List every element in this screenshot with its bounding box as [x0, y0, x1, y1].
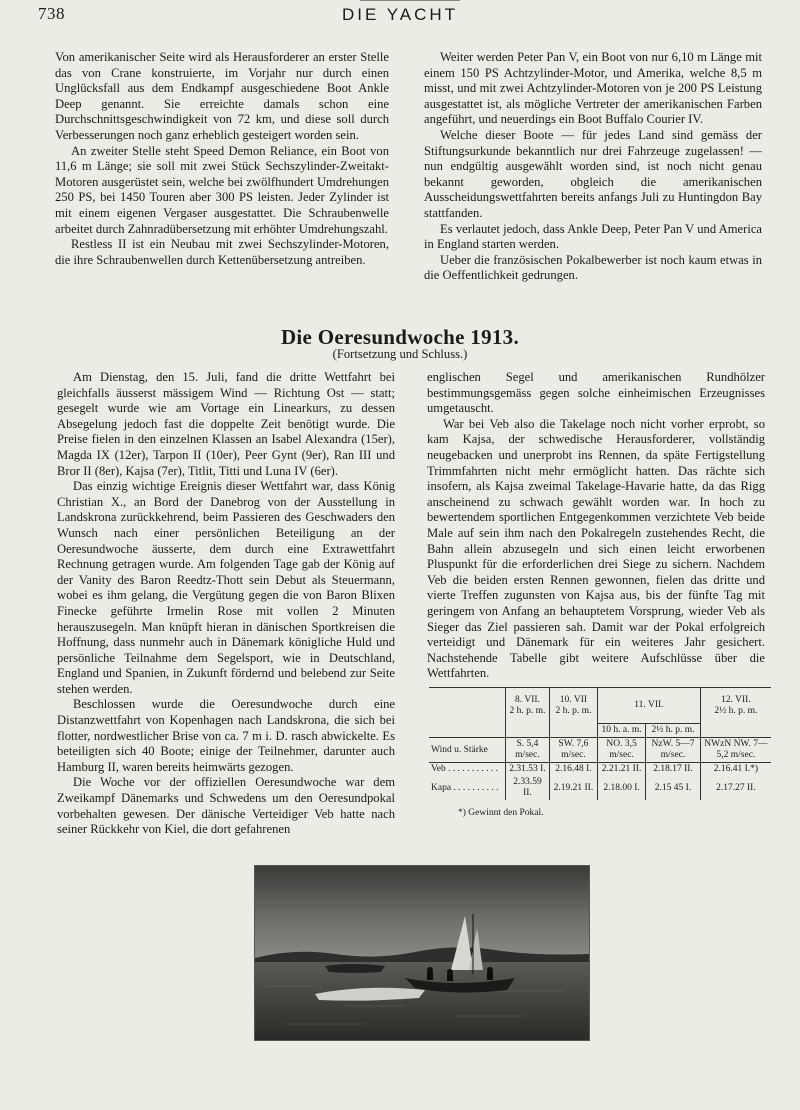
results-table [429, 687, 771, 800]
wind-cell: NO. 3,5 m/sec. [597, 738, 645, 763]
photo-illustration [255, 866, 589, 1040]
table-header-time: 2½ h. p. m. [646, 724, 701, 738]
article-title: Die Oeresundwoche 1913. [280, 325, 520, 349]
table-row [429, 776, 771, 800]
paragraph: Restless II ist ein Neubau mit zwei Sechszylinder-Motoren, die ihre Schraubenwellen durch Kettenübersetzung antreiben. [55, 237, 389, 267]
wind-cell: S. 5,4 m/sec. [506, 738, 550, 763]
result-cell: 2.17.27 II. [700, 776, 771, 800]
result-cell: 2.16.41 I.*) [700, 763, 771, 777]
table-header-date: 12. VII. [721, 694, 751, 705]
table-header-time: 10 h. a. m. [597, 724, 645, 738]
column-top-right [424, 50, 762, 284]
paragraph: Das einzig wichtige Ereignis dieser Wettfahrt war, dass König Christian X., an Bord der Danebrog von der Ausstellung in Landskrona zurückkehrend, beim Passieren des Geschwaders den Wunsch nach einer persönlichen Beteiligung an der Oeresundwoche äusserte, dem durch eine Extrawettfahrt Rechnung getragen wurde. Am folgenden Tage gab der König auf der Vanity des Baron Reedtz-Thott sein Debut als Steuermann, wobei es ihm gelang, die Vergütung gegen die von Baron Blixen Finecke geführte Irmelin Rose mit vollen 2 Minuten herauszusegeln. Man knüpft hieran in dänischen Sportkreisen die Hoffnung, dass nunmehr auch in Dänemark königliche Huld und persönliche Teilnahme dem Segelsport, wie in Deutschland, England und Spanien, in Zukunft fördernd und belebend zur Seite stehen werden. [57, 479, 395, 696]
paragraph: englischen Segel und amerikanischen Rundhölzer bestimmungsgemäss gegen solche einheimischen Erzeugnisses umgetauscht. [427, 370, 765, 416]
wind-cell: NzW. 5—7 m/sec. [646, 738, 701, 763]
result-cell: 2.15 45 I. [646, 776, 701, 800]
water [255, 962, 589, 1040]
table-header-date: 8. VII. [515, 694, 540, 705]
table-header-time: 2 h. p. m. [509, 705, 546, 716]
table-corner [429, 688, 506, 724]
sailing-photo [254, 865, 590, 1041]
paragraph: Beschlossen wurde die Oeresundwoche durch eine Distanzwettfahrt von Kopenhagen nach Landskrona, die sich bei flotter, nordwestlicher Brise von ca. 7 m i. D. rasch abwickelte. Es beteiligten sich 40 Boote; einige der Teilnehmer, darunter auch Hamburg II, waren bereits heimwärts gezogen. [57, 697, 395, 774]
paragraph: Ueber die französischen Pokalbewerber ist noch kaum etwas in die Oeffentlichkeit gedrungen. [424, 252, 762, 283]
result-cell: 2.21.21 II. [597, 763, 645, 777]
table-footnote: *) Gewinnt den Pokal. [458, 808, 544, 818]
result-cell: 2.33.59 II. [506, 776, 550, 800]
boat-name: Veb . . . . . . . . . . . [431, 764, 499, 774]
paragraph: Weiter werden Peter Pan V, ein Boot von nur 6,10 m Länge mit einem 150 PS Achtzylinder-Motor, und Amerika, welche 8,5 m misst, und mit zwei Achtzylinder-Motoren von je 200 PS Leistung ausgestattet ist, als mögliche Vertreter der amerikanischen Farben angeführt, und neuerdings ein Boot Buffalo Courier IV. [424, 50, 762, 127]
paragraph: War bei Veb also die Takelage noch nicht vorher erprobt, so kam Kajsa, der schwedische Herausforderer, vollständig neugebacken und unerprobt ins Rennen, da späte Fertigstellung Trimmfahrten nicht mehr ermöglicht hatten. Das rächte sich insofern, als Kajsa zweimal Takelage-Havarie hatte, da das Rigg anscheinend zu schwach gewählt worden war. In hoch zu bewertendem sportlichen Entgegenkommen verzichtete Veb beide Male auf sein ihm nach den Pokalregeln zustehendes Recht, die Bahn allein abzusegeln und sich einen leicht erworbenen Pluspunkt für die erforderlichen drei Siege zu sichern. Nachdem Veb die beiden ersten Rennen gewonnen, fielen das dritte und vierte Treffen zugunsten von Kajsa aus, bis der fünfte Tag mit geringem von Anfang an behauptetem Vorsprung, wieder Veb als Sieger das Ziel passieren sah. Damit war der Pokal erfolgreich verteidigt und Dänemark für ein weiteres Jahr gesichert. Nachstehende Tabelle gibt weitere Aufschlüsse über die Wettfahrten. [427, 416, 765, 681]
paragraph: Am Dienstag, den 15. Juli, fand die dritte Wettfahrt bei gleichfalls äusserst mässigem Wind — Richtung Ost — statt; gesegelt wurde wie am Vortage ein Linearkurs, zu dessen Absegelung jedoch fast die doppelte Zeit benötigt wurde. Die Preise fielen in den einzelnen Klassen an Isabel Alexandra (15er), Magda IX (12er), Tarpon II (10er), Peer Gynt (9er), Ran III und Bror II (8er), Kajsa (7er), Titlit, Titti und Luna IV (6er). [57, 370, 395, 478]
table-header-date: 11. VII. [634, 700, 664, 710]
result-cell: 2.31.53 I. [506, 763, 550, 777]
table-header [549, 688, 597, 724]
wind-cell: SW. 7,6 m/sec. [549, 738, 597, 763]
paragraph: Von amerikanischer Seite wird als Herausforderer an erster Stelle das von Crane konstruierte, im Vorjahr nur durch einen Unglücksfall aus dem Endkampf ausgeschiedene Boot Ankle Deep genannt. Sie erreichte damals schon eine Durchschnittsgeschwindigkeit von 72 km, und diese soll durch Verbesserungen noch ganz erheblich gesteigert worden sein. [55, 50, 389, 142]
table-row [429, 763, 771, 777]
table-spacer [506, 724, 550, 738]
top-rule [360, 0, 460, 1]
page-number: 738 [38, 4, 65, 23]
paragraph: Es verlautet jedoch, dass Ankle Deep, Peter Pan V und America in England starten werden. [424, 221, 762, 252]
result-cell: 2.18.17 II. [646, 763, 701, 777]
table-header-date: 10. VII [559, 694, 588, 705]
result-cell: 2.19.21 II. [549, 776, 597, 800]
table-header-time: 2½ h. p. m. [714, 705, 758, 716]
table-spacer [700, 724, 771, 738]
article-subtitle: (Fortsetzung und Schluss.) [332, 347, 468, 361]
boat [325, 964, 385, 973]
table-header [506, 688, 550, 724]
wind-cell: NWzN NW. 7—5,2 m/sec. [700, 738, 771, 763]
table-header-time: 2 h. p. m. [555, 705, 592, 716]
paragraph: Die Woche vor der offiziellen Oeresundwoche war dem Zweikampf Dänemarks und Schwedens um den Oeresundpokal vorbehalten gewesen. Der dänische Verteidiger Veb hatte nach seiner Rückkehr von Kiel, die dort gefahrenen [57, 775, 395, 837]
wind-label: Wind u. Stärke [429, 738, 506, 763]
paragraph: Welche dieser Boote — für jedes Land sind gemäss der Stiftungsurkunde bekanntlich nur drei Fahrzeuge zugelassen! — nun endgültig ausgewählt worden sind, ist noch nicht genau bekannt geworden, obgleich die amerikanischen Ausscheidungswettfahrten bereits anfangs Juli zu Huntingdon Bay stattfanden. [424, 127, 762, 220]
sky [255, 866, 589, 962]
table-spacer [429, 724, 506, 738]
table-header [700, 688, 771, 724]
result-cell: 2.16.48 I. [549, 763, 597, 777]
table-header [597, 688, 700, 724]
result-cell: 2.18.00 I. [597, 776, 645, 800]
boat-name: Kapa . . . . . . . . . . [431, 782, 499, 793]
running-head: DIE YACHT [341, 5, 459, 24]
column-bottom-right [427, 370, 765, 682]
table-spacer [549, 724, 597, 738]
paragraph: An zweiter Stelle steht Speed Demon Reliance, ein Boot von 11,6 m Länge; sie soll mit zwei Stück Sechszylinder-Zweitakt-Motoren ausgerüstet sein, welche bei zwölfhundert Umdrehungen 250 PS, bei 1450 Touren aber 300 PS leisten. Jeder Zylinder ist mit einem eigenen Vergaser ausgestattet. Die Schraubenwelle arbeitet durch Zahnradübersetzung mit erhöhter Umdrehungszahl. [55, 143, 389, 236]
column-bottom-left [57, 370, 395, 838]
column-top-left [55, 50, 389, 268]
